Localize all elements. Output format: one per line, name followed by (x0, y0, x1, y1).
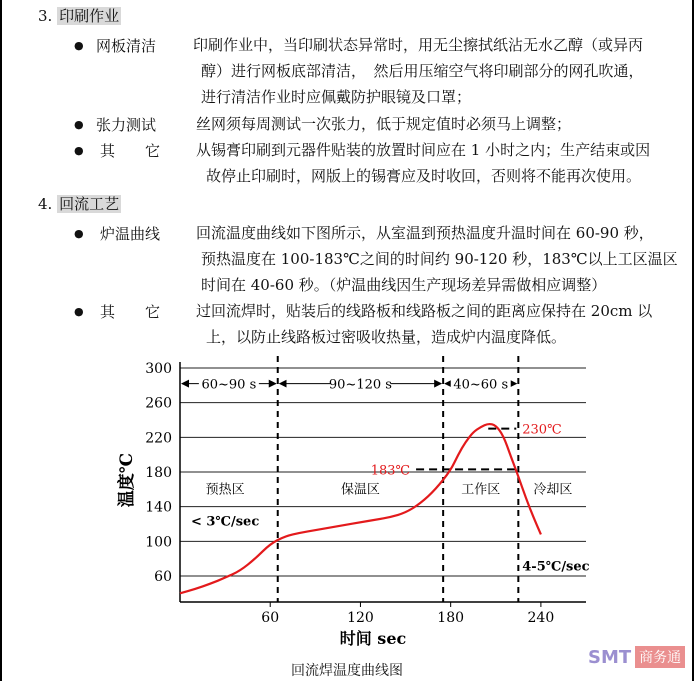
temperature-label: 183℃ (370, 463, 411, 479)
y-tick-label: 180 (145, 465, 172, 481)
phase-span-label: 60~90 s (201, 377, 257, 393)
section-title: 回流工艺 (59, 195, 120, 213)
temperature-label: 230℃ (522, 422, 562, 438)
watermark-smt: SMT (588, 646, 632, 668)
reflow-temperature-chart (0, 350, 698, 680)
text-line: 时间在 40-60 秒。（炉温曲线因生产现场差异需做相应调整） (201, 276, 607, 294)
text-line: 进行清洁作业时应佩戴防护眼镜及口罩； (201, 88, 472, 106)
item-label: 网板清洁 (96, 37, 157, 55)
text-line: 过回流焊时，贴装后的线路板和线路板之间的距离应保持在 20cm 以 (196, 302, 653, 320)
zone-label: 预热区 (205, 482, 245, 498)
x-tick-label: 240 (527, 610, 555, 626)
bullet-icon: ● (74, 227, 84, 240)
text-line: 上，以防止线路板过密吸收热量，造成炉内温度降低。 (206, 328, 567, 346)
bullet-icon: ● (74, 39, 84, 52)
y-axis-title: 温度℃ (117, 452, 137, 508)
zone-label: 工作区 (461, 482, 501, 498)
bullet-icon: ● (74, 118, 84, 131)
rate-annotation: 4-5℃/sec (522, 559, 590, 575)
section-number: 3. (38, 7, 53, 25)
text-line: 故停止印刷时，网版上的锡膏应及时收回，否则将不能再次使用。 (206, 167, 642, 185)
text-line: 回流温度曲线如下图所示，从室温到预热温度升温时间在 60-90 秒， (196, 224, 654, 242)
phase-span-label: 40~60 s (453, 377, 509, 393)
y-tick-label: 300 (145, 361, 172, 377)
y-tick-label: 260 (145, 395, 172, 412)
phase-span-label: 90~120 s (328, 377, 392, 393)
text-line: 丝网须每周测试一次张力，低于规定值时必须马上调整； (196, 115, 572, 133)
item-text (193, 32, 644, 110)
watermark-text: 商务通 (635, 646, 685, 668)
x-tick-label: 60 (261, 610, 280, 626)
bullet-icon: ● (74, 305, 84, 318)
temperature-curve (180, 424, 541, 593)
y-tick-label: 140 (145, 499, 172, 516)
figure-caption: 回流焊温度曲线图 (291, 663, 403, 679)
item-label: 炉温曲线 (100, 225, 161, 243)
item-label: 张力测试 (96, 116, 157, 134)
x-tick-label: 180 (437, 610, 465, 626)
section-4-heading (38, 193, 121, 214)
section-3-heading (38, 5, 121, 26)
item-text (196, 111, 571, 137)
y-tick-label: 100 (145, 534, 172, 551)
item-text (196, 220, 678, 298)
zone-label: 保温区 (340, 482, 380, 498)
text-line: 印刷作业中，当印刷状态异常时，用无尘擦拭纸沾无水乙醇（或异丙 (193, 36, 644, 54)
item-label: 其 它 (100, 303, 161, 321)
section-title: 印刷作业 (59, 7, 120, 25)
y-tick-label: 220 (145, 430, 172, 447)
text-line: 醇）进行网板底部清洁， 然后用压缩空气将印刷部分的网孔吹通， (201, 62, 644, 80)
y-tick-label: 60 (154, 569, 172, 585)
x-axis-title: 时间 sec (339, 629, 407, 648)
section-number: 4. (38, 195, 53, 213)
item-text (196, 137, 650, 189)
zone-label: 冷却区 (533, 482, 573, 498)
watermark-logo (588, 646, 685, 668)
item-text (196, 298, 652, 350)
bullet-icon: ● (74, 144, 84, 157)
x-tick-label: 120 (347, 610, 374, 626)
text-line: 预热温度在 100-183℃之间的时间约 90-120 秒，183℃以上工区温区 (201, 250, 678, 268)
item-label: 其 它 (100, 142, 161, 160)
text-line: 从锡膏印刷到元器件贴装的放置时间应在 1 小时之内；生产结束或因 (196, 141, 651, 159)
rate-annotation: < 3℃/sec (190, 514, 260, 530)
